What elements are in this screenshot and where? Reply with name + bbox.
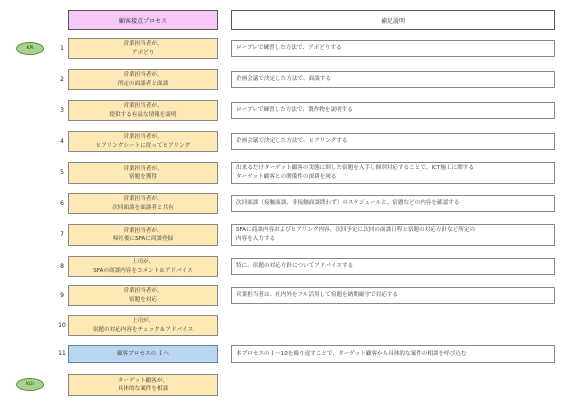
step-note-box: 企画会議で決定した方法で、ヒアリングする	[231, 133, 555, 150]
step-number: 8	[60, 263, 64, 270]
step-process-box: 営業担当者が、 宿題を対応	[68, 285, 218, 306]
step-note-box: ロープレで練習した方法で、アポどりする	[231, 40, 555, 57]
step-note-box: SFAに商談内容およびヒアリング内容、次回予定に次回の面談日程と宿題の対応方針など所定の 内容を入力する	[231, 224, 555, 246]
step-note-box: 出来るだけターゲット顧客の実態に則した宿題を入手し個別対応することで、ICT施工に関する ターゲット顧客との関係性の深耕を図る	[231, 162, 555, 184]
step-process-box: 営業担当者が、 アポどり	[68, 38, 218, 59]
step-note-box: 本プロセスの１〜10を繰り返すことで、ターゲット顧客から具体的な案件の相談を呼び込む	[231, 345, 555, 363]
step-number: 10	[58, 322, 66, 329]
step-process-box: 営業担当者が、 提供する有益な情報を説明	[68, 100, 218, 121]
step-note-box: 企画会議で決定した方法で、面談する	[231, 71, 555, 88]
step-note-box: ロープレで練習した方法で、製作物を説明する	[231, 102, 555, 119]
kgi-badge: KGI	[16, 378, 44, 391]
step-process-box: 上司が、 宿題の対応内容をチェック＆アドバイス	[68, 315, 218, 336]
loop-back-box: 顧客プロセスの １へ	[68, 345, 218, 363]
step-number: 5	[60, 169, 64, 176]
step-process-box: 上司が、 SFAの商談内容をコメント＆アドバイス	[68, 256, 218, 277]
step-number: 2	[60, 76, 64, 83]
process-column-header: 顧客接点プロセス	[68, 10, 218, 30]
step-number: 11	[58, 350, 66, 357]
step-process-box: 営業担当者が、 次回面談を面談者と共有	[68, 193, 218, 214]
step-number: 1	[60, 45, 64, 52]
note-column-header: 補足説明	[231, 10, 555, 30]
step-process-box: 営業担当者が、 所定の面談者と面談	[68, 69, 218, 90]
step-note-box: 特に、宿題の対応方針についてアドバイスする	[231, 258, 555, 275]
step-process-box: 営業担当者が、 ヒアリングシートに従ってヒアリング	[68, 131, 218, 152]
step-number: 7	[60, 231, 64, 238]
step-process-box: 営業担当者が、 宿題を獲得	[68, 162, 218, 184]
step-number: 9	[60, 292, 64, 299]
step-number: 4	[60, 138, 64, 145]
step-note-box: 営業担当者は、社内外をフル活用して宿題を納期厳守で対応する	[231, 287, 555, 304]
step-process-box: 営業担当者が、 帰社後にSFAに商談登録	[68, 224, 218, 246]
step-note-box: 次回面談（接触面談、非接触面談問わず）のスケジュールと、宿題などの内容を確認する	[231, 195, 555, 212]
step-number: 6	[60, 200, 64, 207]
step-number: 3	[60, 107, 64, 114]
goal-process-box: ターゲット顧客が、 具体的な案件を相談	[68, 374, 218, 396]
kpi-badge: KPI	[16, 42, 44, 55]
